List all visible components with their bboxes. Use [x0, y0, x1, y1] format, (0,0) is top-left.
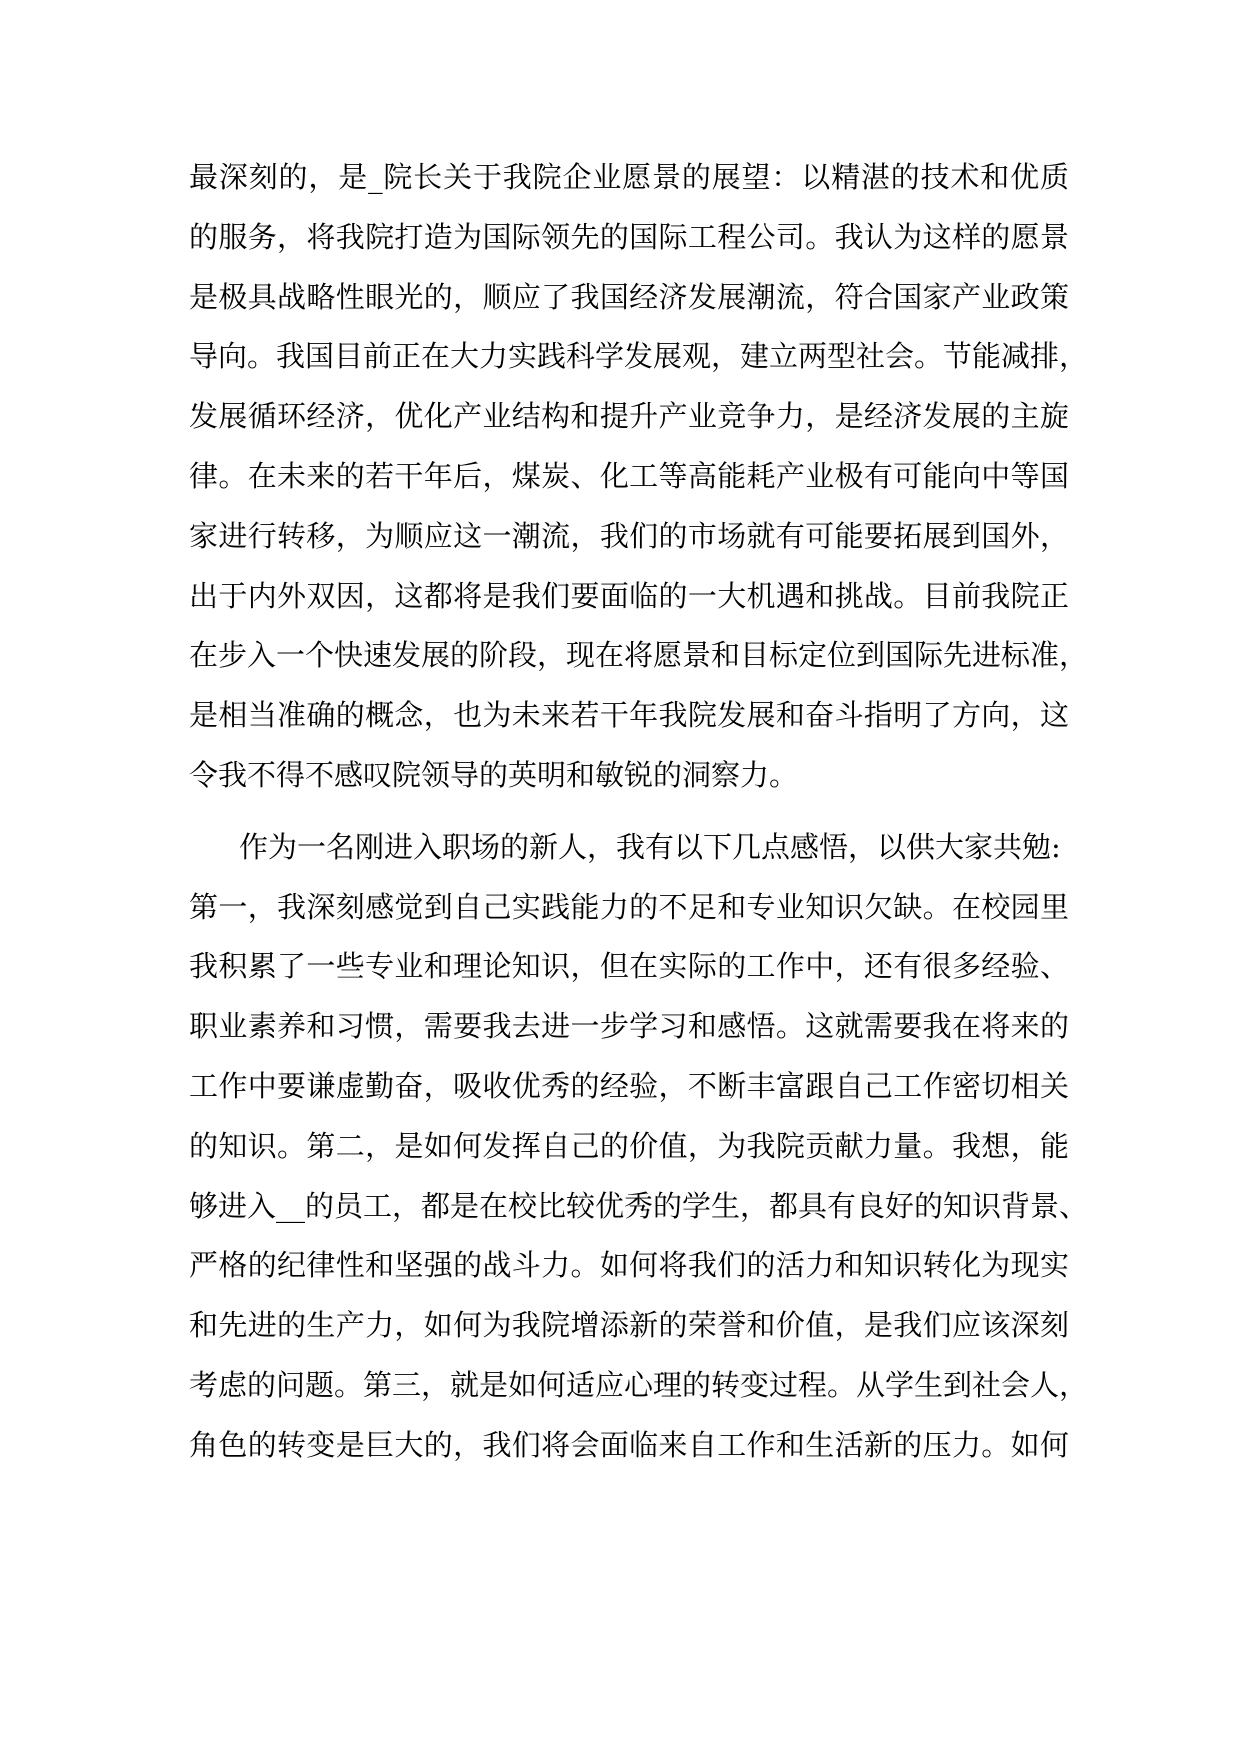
paragraph-line: 的服务，将我院打造为国际领先的国际工程公司。我认为这样的愿景 — [189, 219, 1069, 254]
paragraph-2 — [189, 818, 1089, 1476]
paragraph-line: 我积累了一些专业和理论知识，但在实际的工作中，还有很多经验、 — [189, 949, 1069, 984]
paragraph-line: 是极具战略性眼光的，顺应了我国经济发展潮流，符合国家产业政策 — [189, 279, 1069, 314]
paragraph-line: 导向。我国目前正在大力实践科学发展观，建立两型社会。节能减排， — [189, 339, 1089, 374]
paragraph-line: 的知识。第二，是如何发挥自己的价值，为我院贡献力量。我想，能 — [189, 1128, 1069, 1163]
paragraph-line: 作为一名刚进入职场的新人，我有以下几点感悟，以供大家共勉: — [239, 829, 1061, 864]
paragraph-line: 第一，我深刻感觉到自己实践能力的不足和专业知识欠缺。在校园里 — [189, 889, 1069, 924]
paragraph-line: 职业素养和习惯，需要我去进一步学习和感悟。这就需要我在将来的 — [189, 1009, 1069, 1044]
paragraph-line: 是相当准确的概念，也为未来若干年我院发展和奋斗指明了方向，这 — [189, 698, 1069, 733]
paragraph-line: 发展循环经济，优化产业结构和提升产业竞争力，是经济发展的主旋 — [189, 399, 1069, 434]
paragraph-line: 考虑的问题。第三，就是如何适应心理的转变过程。从学生到社会人， — [189, 1367, 1089, 1402]
paragraph-1 — [189, 148, 1089, 806]
paragraph-line: 律。在未来的若干年后，煤炭、化工等高能耗产业极有可能向中等国 — [189, 458, 1069, 493]
paragraph-line: 家进行转移，为顺应这一潮流，我们的市场就有可能要拓展到国外， — [189, 518, 1069, 553]
paragraph-line: 在步入一个快速发展的阶段，现在将愿景和目标定位到国际先进标准， — [189, 638, 1089, 673]
paragraph-line: 工作中要谦虚勤奋，吸收优秀的经验，不断丰富跟自己工作密切相关 — [189, 1068, 1069, 1103]
paragraph-line: 和先进的生产力，如何为我院增添新的荣誉和价值，是我们应该深刻 — [189, 1308, 1069, 1343]
paragraph-line: 够进入__的员工，都是在校比较优秀的学生，都具有良好的知识背景、 — [189, 1188, 1089, 1223]
document-body — [189, 148, 1089, 1476]
paragraph-line: 严格的纪律性和坚强的战斗力。如何将我们的活力和知识转化为现实 — [189, 1248, 1069, 1283]
paragraph-line: 出于内外双因，这都将是我们要面临的一大机遇和挑战。目前我院正 — [189, 578, 1069, 613]
paragraph-gap — [189, 806, 1069, 818]
paragraph-line: 角色的转变是巨大的，我们将会面临来自工作和生活新的压力。如何 — [189, 1427, 1069, 1462]
paragraph-line: 令我不得不感叹院领导的英明和敏锐的洞察力。 — [189, 757, 799, 792]
paragraph-line: 最深刻的，是_院长关于我院企业愿景的展望：以精湛的技术和优质 — [189, 160, 1069, 194]
